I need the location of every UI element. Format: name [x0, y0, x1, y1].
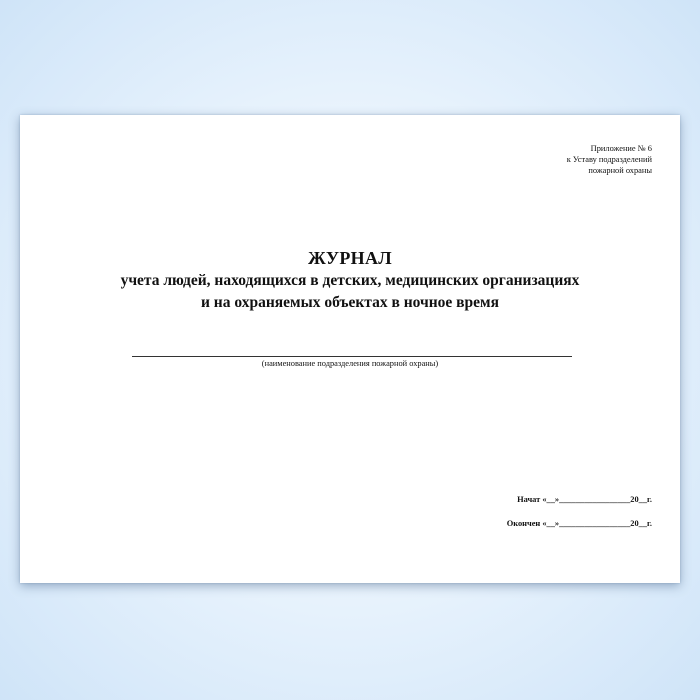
journal-title	[20, 246, 680, 314]
title-main: ЖУРНАЛ	[308, 248, 392, 268]
appendix-line-1: Приложение № 6	[590, 144, 652, 153]
appendix-note	[567, 143, 652, 176]
appendix-line-2: к Уставу подразделений	[566, 155, 652, 164]
start-date-field: Начат «__»_________________20__г.	[517, 495, 652, 504]
title-line-2: и на охраняемых объектах в ночное время	[201, 294, 499, 311]
end-date-field: Окончен «__»_________________20__г.	[506, 519, 652, 528]
title-line-1: учета людей, находящихся в детских, медицинских организациях	[120, 272, 580, 289]
appendix-line-3: пожарной охраны	[588, 166, 652, 175]
journal-cover-sheet	[20, 115, 680, 583]
unit-name-line	[132, 356, 572, 357]
unit-name-caption: (наименование подразделения пожарной охраны)	[261, 359, 439, 368]
